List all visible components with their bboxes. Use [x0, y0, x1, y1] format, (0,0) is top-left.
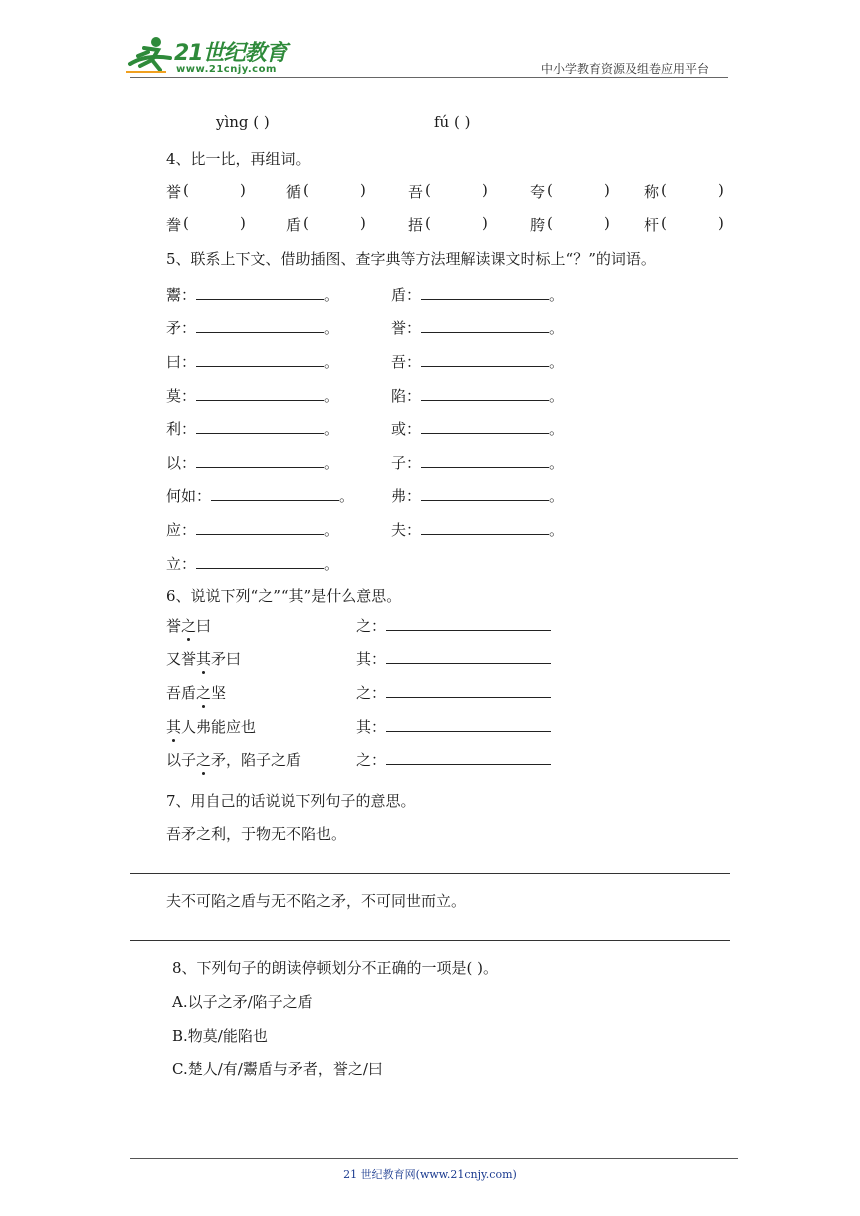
q4-paren-close[interactable]: )	[482, 181, 488, 199]
q5-term: 矛：	[166, 319, 197, 337]
q5-answer-blank[interactable]	[196, 285, 324, 300]
q4-char: 捂	[408, 216, 424, 234]
q6-title: 6、说说下列“之”“其”是什么意思。	[166, 587, 402, 605]
q5-term: 弗：	[391, 487, 422, 505]
q5-row-left	[166, 553, 339, 574]
q6-answer-label: 之：	[356, 684, 387, 702]
q4-char: 誊	[166, 216, 182, 234]
q8-title: 8、下列句子的朗读停顿划分不正确的一项是( )。	[172, 959, 499, 977]
q4-paren-open: (	[425, 214, 431, 232]
q6-sentence	[166, 716, 256, 737]
q5-answer-blank[interactable]	[421, 453, 549, 468]
q6-answer-blank[interactable]	[386, 649, 551, 664]
q5-answer-blank[interactable]	[196, 419, 324, 434]
q6-answer	[356, 615, 551, 636]
q6-text-pre: 誉	[166, 617, 182, 635]
q5-answer-blank[interactable]	[196, 520, 324, 535]
q4-char: 盾	[286, 216, 302, 234]
answer-line[interactable]	[130, 873, 730, 874]
q5-answer-blank[interactable]	[196, 386, 324, 401]
q6-answer-blank[interactable]	[386, 750, 551, 765]
q6-emphasis-char: 之	[196, 684, 212, 702]
q5-answer-blank[interactable]	[421, 520, 549, 535]
q6-text-post: 坚	[211, 684, 227, 702]
q5-term: 陷：	[391, 387, 422, 405]
q5-end-mark: 。	[549, 420, 565, 438]
q5-term: 吾：	[391, 353, 422, 371]
q5-row-left	[166, 351, 339, 372]
q4-paren-open: (	[303, 214, 309, 232]
q4-paren-open: (	[425, 181, 431, 199]
q4-paren-open: (	[547, 214, 553, 232]
q5-end-mark: 。	[324, 353, 340, 371]
q5-answer-blank[interactable]	[196, 318, 324, 333]
q4-paren-close[interactable]: )	[604, 181, 610, 199]
q6-answer-blank[interactable]	[386, 616, 551, 631]
q6-answer-label: 之：	[356, 751, 387, 769]
q5-end-mark: 。	[324, 387, 340, 405]
q5-term: 曰：	[166, 353, 197, 371]
q4-paren-open: (	[661, 181, 667, 199]
q6-text-pre: 以子	[166, 751, 197, 769]
q5-row-left	[166, 284, 339, 305]
q6-emphasis-char: 其	[196, 650, 212, 668]
q6-emphasis-char: 其	[166, 718, 182, 736]
q5-term: 盾：	[391, 286, 422, 304]
q8-option-b: B.物莫/能陷也	[172, 1027, 268, 1045]
q6-text-post: 矛曰	[211, 650, 242, 668]
q4-paren-close[interactable]: )	[360, 181, 366, 199]
q4-char: 杆	[644, 216, 660, 234]
q6-answer-label: 其：	[356, 650, 387, 668]
q5-term: 夫：	[391, 521, 422, 539]
q5-row-right	[391, 284, 564, 305]
q4-char: 胯	[530, 216, 546, 234]
footer-divider	[130, 1158, 738, 1159]
q5-answer-blank[interactable]	[196, 554, 324, 569]
q5-end-mark: 。	[549, 353, 565, 371]
q7-title: 7、用自己的话说说下列句子的意思。	[166, 792, 416, 810]
q5-end-mark: 。	[324, 286, 340, 304]
answer-line[interactable]	[130, 940, 730, 941]
q6-sentence	[166, 682, 226, 703]
q6-answer-label: 之：	[356, 617, 387, 635]
q6-emphasis-char: 之	[196, 751, 212, 769]
q5-end-mark: 。	[324, 319, 340, 337]
q4-char: 循	[286, 183, 302, 201]
q7-sentence-2: 夫不可陷之盾与无不陷之矛，不可同世而立。	[166, 892, 467, 910]
q4-paren-open: (	[183, 214, 189, 232]
q4-char: 称	[644, 183, 660, 201]
q4-title: 4、比一比，再组词。	[166, 150, 311, 168]
q4-paren-close[interactable]: )	[718, 181, 724, 199]
q5-title: 5、联系上下文、借助插图、查字典等方法理解读课文时标上“？”的词语。	[166, 250, 656, 268]
q5-term: 利：	[166, 420, 197, 438]
q5-answer-blank[interactable]	[196, 453, 324, 468]
q5-answer-blank[interactable]	[211, 486, 339, 501]
q6-answer	[356, 682, 551, 703]
q5-row-right	[391, 351, 564, 372]
q5-answer-blank[interactable]	[421, 486, 549, 501]
q4-char: 吾	[408, 183, 424, 201]
q5-end-mark: 。	[339, 487, 355, 505]
logo-text: 21世纪教育	[174, 41, 287, 66]
q5-row-left	[166, 385, 339, 406]
q4-paren-open: (	[303, 181, 309, 199]
q5-answer-blank[interactable]	[421, 386, 549, 401]
q4-paren-close[interactable]: )	[604, 214, 610, 232]
q6-text-post: 人弗能应也	[181, 718, 257, 736]
q5-end-mark: 。	[549, 387, 565, 405]
q5-end-mark: 。	[324, 454, 340, 472]
q4-paren-close[interactable]: )	[718, 214, 724, 232]
q4-paren-open: (	[547, 181, 553, 199]
q5-row-left	[166, 418, 339, 439]
q5-row-left	[166, 485, 354, 506]
q5-end-mark: 。	[324, 420, 340, 438]
q6-answer-blank[interactable]	[386, 683, 551, 698]
q6-answer-label: 其：	[356, 718, 387, 736]
q4-paren-open: (	[183, 181, 189, 199]
q8-option-a: A.以子之矛/陷子之盾	[172, 993, 313, 1011]
q5-end-mark: 。	[549, 454, 565, 472]
q6-answer	[356, 716, 551, 737]
q6-text-post: 矛，陷子之盾	[211, 751, 302, 769]
q5-row-right	[391, 485, 564, 506]
q4-paren-open: (	[661, 214, 667, 232]
q5-term: 立：	[166, 555, 197, 573]
q7-sentence-1: 吾矛之利，于物无不陷也。	[166, 825, 347, 843]
q6-sentence	[166, 648, 241, 669]
q5-term: 鬻：	[166, 286, 197, 304]
header-divider	[130, 77, 728, 78]
q6-text-pre: 吾盾	[166, 684, 197, 702]
q6-answer-blank[interactable]	[386, 717, 551, 732]
q5-answer-blank[interactable]	[421, 419, 549, 434]
q6-text-pre: 又誉	[166, 650, 197, 668]
q5-end-mark: 。	[324, 521, 340, 539]
q5-end-mark: 。	[324, 555, 340, 573]
q5-term: 或：	[391, 420, 422, 438]
q5-answer-blank[interactable]	[196, 352, 324, 367]
q6-emphasis-char: 之	[181, 617, 197, 635]
pinyin-ying: yìng ( )	[216, 113, 270, 131]
q4-char: 夸	[530, 183, 546, 201]
q4-paren-close[interactable]: )	[240, 214, 246, 232]
q5-end-mark: 。	[549, 521, 565, 539]
q5-row-right	[391, 519, 564, 540]
q4-paren-close[interactable]: )	[360, 214, 366, 232]
q5-term: 应：	[166, 521, 197, 539]
q5-row-right	[391, 317, 564, 338]
q6-answer	[356, 749, 551, 770]
q5-term: 子：	[391, 454, 422, 472]
q5-row-left	[166, 452, 339, 473]
pinyin-fu: fú ( )	[434, 113, 471, 131]
q6-text-post: 曰	[196, 617, 212, 635]
header-platform-title: 中小学教育资源及组卷应用平台	[541, 62, 710, 76]
q5-term: 以：	[166, 454, 197, 472]
logo-url: www.21cnjy.com	[176, 64, 277, 75]
q6-sentence	[166, 615, 211, 636]
q6-sentence	[166, 749, 301, 770]
q5-answer-blank[interactable]	[421, 352, 549, 367]
q8-option-c: C.楚人/有/鬻盾与矛者，誉之/曰	[172, 1060, 383, 1078]
q4-paren-close[interactable]: )	[240, 181, 246, 199]
q5-answer-blank[interactable]	[421, 285, 549, 300]
q5-term: 何如：	[166, 487, 212, 505]
q5-row-right	[391, 385, 564, 406]
q5-row-right	[391, 418, 564, 439]
q5-answer-blank[interactable]	[421, 318, 549, 333]
runner-logo-icon	[126, 34, 176, 78]
q4-paren-close[interactable]: )	[482, 214, 488, 232]
q5-end-mark: 。	[549, 319, 565, 337]
footer-text[interactable]: 21 世纪教育网(www.21cnjy.com)	[343, 1168, 517, 1181]
q5-row-right	[391, 452, 564, 473]
q5-row-left	[166, 317, 339, 338]
q4-char: 誉	[166, 183, 182, 201]
q5-row-left	[166, 519, 339, 540]
q5-term: 莫：	[166, 387, 197, 405]
q5-end-mark: 。	[549, 487, 565, 505]
site-logo[interactable]	[126, 34, 291, 80]
q5-term: 誉：	[391, 319, 422, 337]
q6-answer	[356, 648, 551, 669]
q5-end-mark: 。	[549, 286, 565, 304]
